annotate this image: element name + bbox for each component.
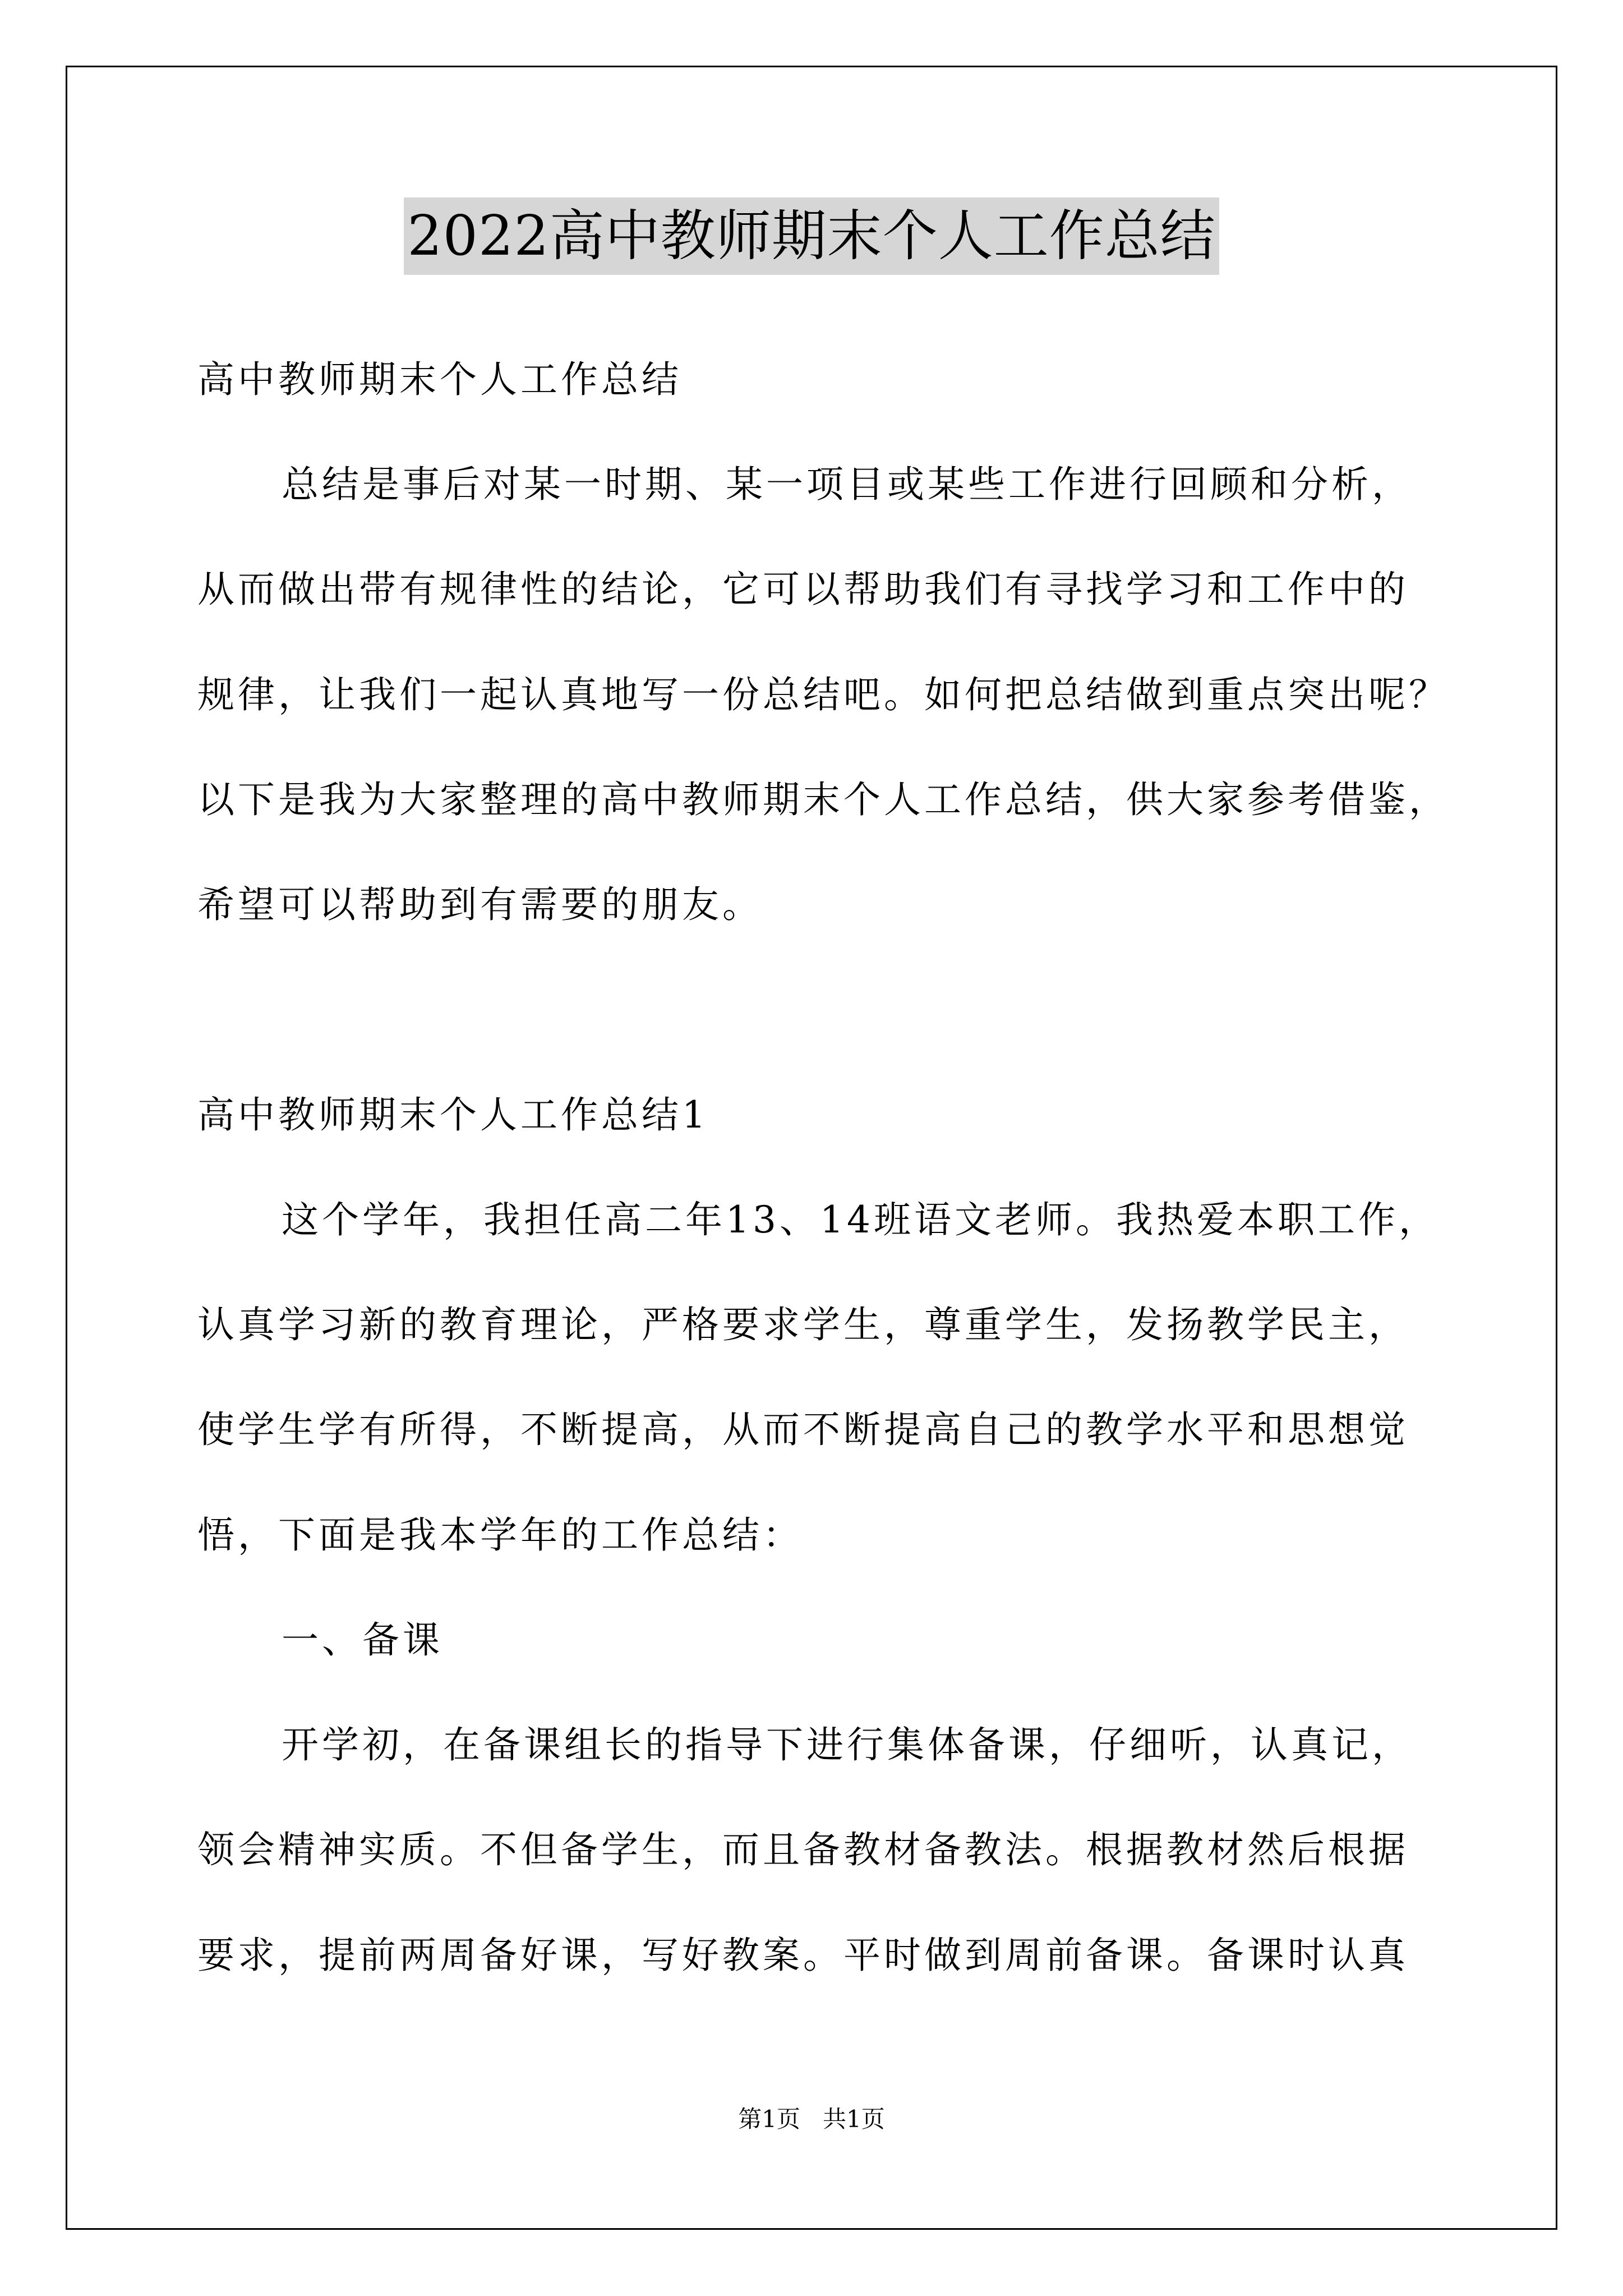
subheading-lesson-prep: 一、备课 [282, 1618, 443, 1662]
document-title: 2022高中教师期末个人工作总结 [0, 197, 1623, 275]
section-line: 悟，下面是我本学年的工作总结： [197, 1513, 803, 1557]
intro-line: 以下是我为大家整理的高中教师期末个人工作总结，供大家参考借鉴， [197, 778, 1449, 821]
intro-line: 规律，让我们一起认真地写一份总结吧。如何把总结做到重点突出呢？ [197, 673, 1449, 716]
prep-line: 领会精神实质。不但备学生，而且备教材备教法。根据教材然后根据 [197, 1828, 1409, 1871]
section-line: 使学生学有所得，不断提高，从而不断提高自己的教学水平和思想觉 [197, 1408, 1409, 1451]
prep-line: 要求，提前两周备好课，写好教案。平时做到周前备课。备课时认真 [197, 1934, 1409, 1977]
section-line: 认真学习新的教育理论，严格要求学生，尊重学生，发扬教学民主， [197, 1303, 1409, 1346]
page-footer: 第1页 共1页 [738, 2105, 885, 2133]
document-subtitle: 高中教师期末个人工作总结 [197, 358, 682, 401]
intro-line: 总结是事后对某一时期、某一项目或某些工作进行回顾和分析， [282, 463, 1412, 506]
section-heading: 高中教师期末个人工作总结1 [197, 1093, 709, 1137]
section-line: 这个学年，我担任高二年13、14班语文老师。我热爱本职工作， [282, 1198, 1439, 1241]
intro-line: 希望可以帮助到有需要的朋友。 [197, 883, 763, 926]
prep-line: 开学初，在备课组长的指导下进行集体备课，仔细听，认真记， [282, 1723, 1412, 1766]
intro-line: 从而做出带有规律性的结论，它可以帮助我们有寻找学习和工作中的 [197, 568, 1409, 611]
